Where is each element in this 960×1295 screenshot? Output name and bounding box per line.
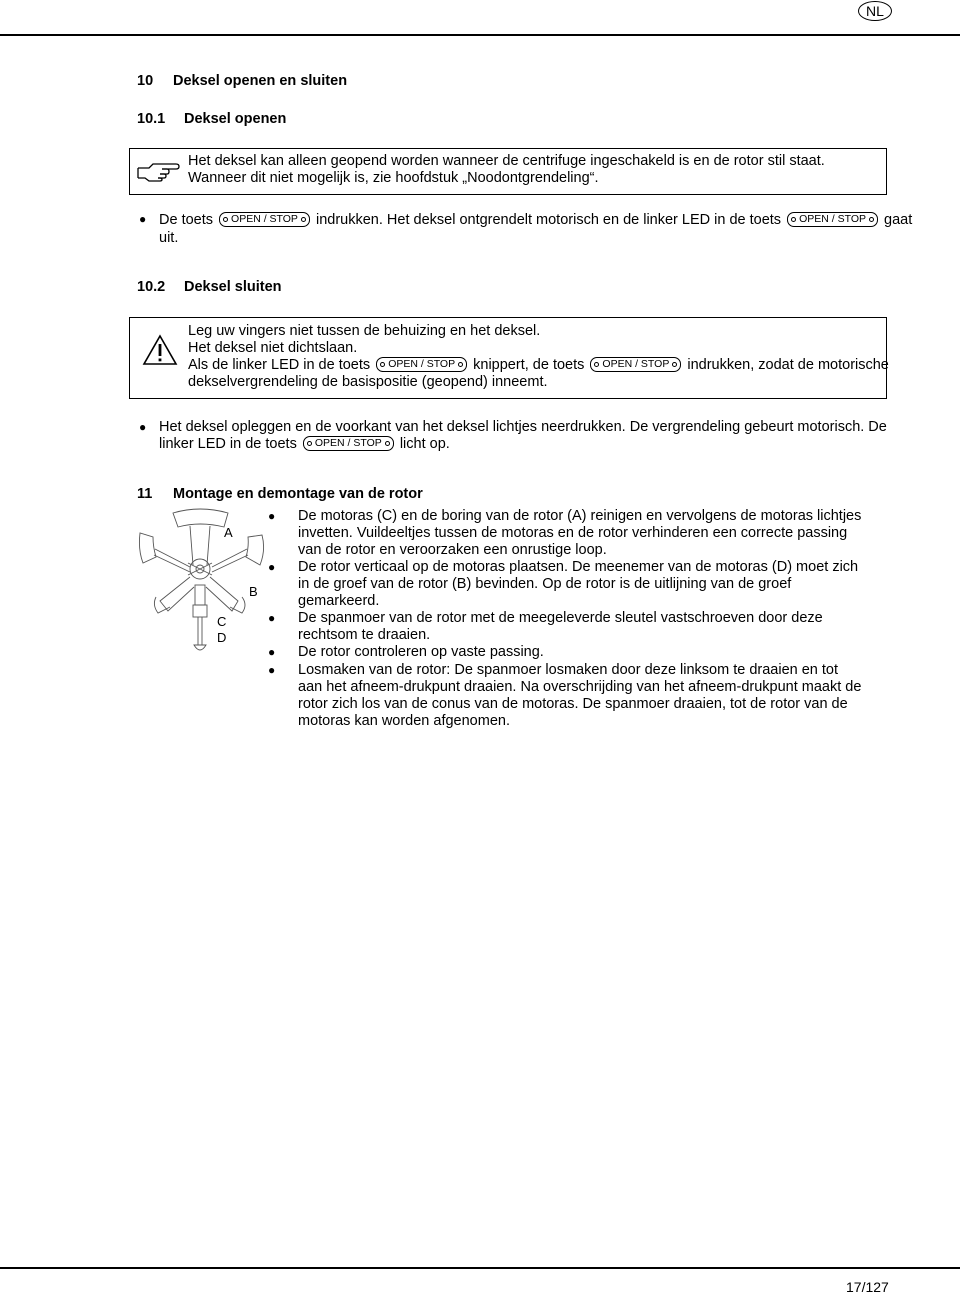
figure-label-a: A (224, 525, 233, 540)
open-stop-key: OPEN / STOP (376, 357, 467, 372)
open-stop-key: OPEN / STOP (303, 436, 394, 451)
open-stop-key: OPEN / STOP (219, 212, 310, 227)
warning-line (188, 357, 889, 374)
open-stop-key: OPEN / STOP (590, 357, 681, 372)
text: De toets (159, 212, 213, 228)
bullet-dot: ● (268, 663, 276, 677)
text: De rotor verticaal op de motoras plaatsen. De meenemer van de motoras (D) moet zich (298, 559, 859, 575)
list-item (298, 644, 863, 661)
bullet-dot: ● (139, 420, 147, 434)
text: knippert, de toets (473, 357, 585, 373)
section-11-heading (137, 486, 423, 502)
bullet-dot: ● (268, 509, 276, 523)
section-number: 10.2 (137, 279, 166, 295)
close-instruction (159, 419, 887, 453)
warning-triangle-icon (142, 334, 178, 366)
text: motoras kan worden afgenomen. (298, 713, 510, 729)
rotor-diagram (138, 505, 268, 660)
text: indrukken. Het deksel ontgrendelt motorisch en de linker LED in de toets (315, 212, 782, 228)
bullet-dot: ● (268, 611, 276, 625)
list-item (298, 559, 863, 610)
bullet-dot: ● (268, 560, 276, 574)
section-title: Montage en demontage van de rotor (173, 486, 423, 502)
figure-label-b: B (249, 584, 258, 599)
warning-box (129, 317, 887, 399)
note-box (129, 148, 887, 195)
warning-line: dekselvergrendeling de basispositie (geopend) inneemt. (188, 374, 548, 390)
section-title: Deksel openen (184, 111, 287, 127)
page-number: 17/127 (846, 1279, 889, 1295)
list-item (298, 508, 863, 559)
warning-line: Het deksel niet dichtslaan. (188, 340, 358, 356)
text: De motoras (C) en de boring van de rotor (A) reinigen en vervolgens de motoras lichtjes (298, 508, 862, 524)
warning-text (188, 323, 889, 391)
text: licht op. (399, 436, 450, 452)
note-text (188, 153, 825, 187)
text: rechtsom te draaien. (298, 627, 431, 643)
open-instruction (159, 212, 912, 229)
open-instruction-cont: uit. (159, 230, 179, 246)
text: gemarkeerd. (298, 593, 380, 609)
list-item (298, 662, 863, 730)
text: De spanmoer van de rotor met de meegeleverde sleutel vastschroeven door deze (298, 610, 823, 626)
footer-rule (0, 1267, 960, 1269)
text: gaat (884, 212, 913, 228)
warning-line: Leg uw vingers niet tussen de behuizing en het deksel. (188, 323, 541, 339)
bullet-dot: ● (139, 212, 147, 226)
figure-label-d: D (217, 630, 227, 645)
text: Het deksel opleggen en de voorkant van het deksel lichtjes neerdrukken. De vergrendeling gebeurt motorisch. De (159, 419, 887, 435)
section-10-1-heading (137, 111, 287, 127)
list-item (298, 610, 863, 644)
pointing-hand-icon (136, 160, 180, 182)
text (159, 436, 887, 453)
open-stop-key: OPEN / STOP (787, 212, 878, 227)
section-number: 10 (137, 73, 154, 89)
text: van de rotor en veroorzaken een onrustige loop. (298, 542, 607, 558)
section-10-heading (137, 73, 348, 89)
section-number: 11 (137, 486, 153, 502)
figure-label-c: C (217, 614, 227, 629)
note-line: Het deksel kan alleen geopend worden wanneer de centrifuge ingeschakeld is en de rotor stil staat. (188, 153, 825, 169)
text: indrukken, zodat de motorische (687, 357, 889, 373)
note-line: Wanneer dit niet mogelijk is, zie hoofdstuk „Noodontgrendeling“. (188, 170, 599, 186)
text: rotor zich los van de conus van de motoras. De spanmoer draaien, tot de rotor van de (298, 696, 848, 712)
text: Losmaken van de rotor: De spanmoer losmaken door deze linksom te draaien en tot (298, 662, 839, 678)
language-badge: NL (858, 1, 892, 21)
text: linker LED in de toets (159, 436, 297, 452)
text: in de groef van de rotor (B) bevinden. Op de rotor is de uitlijning van de groef (298, 576, 792, 592)
section-10-2-heading (137, 279, 282, 295)
text: Als de linker LED in de toets (188, 357, 371, 373)
text: aan het afneem-drukpunt draaien. Na overschrijding van het afneem-drukpunt maakt de (298, 679, 862, 695)
header-rule (0, 34, 960, 36)
section-title: Deksel sluiten (184, 279, 282, 295)
text: De rotor controleren op vaste passing. (298, 644, 544, 660)
section-number: 10.1 (137, 111, 166, 127)
bullet-dot: ● (268, 645, 276, 659)
section-title: Deksel openen en sluiten (173, 73, 348, 89)
text: invetten. Vuildeeltjes tussen de motoras en de rotor verhinderen een correcte passing (298, 525, 848, 541)
